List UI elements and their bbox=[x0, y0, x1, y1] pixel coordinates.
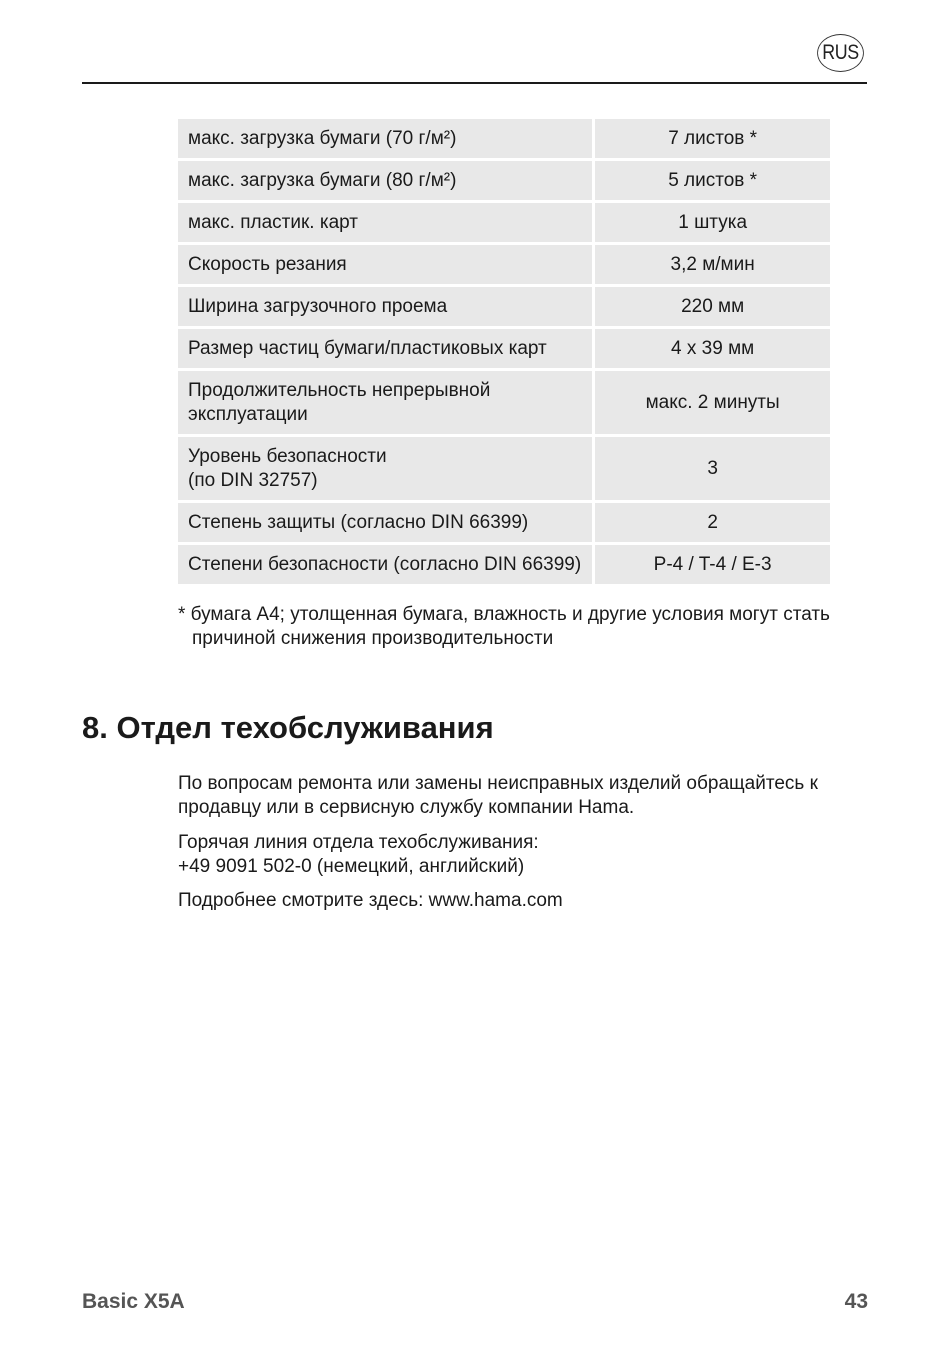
spec-value: 5 листов * bbox=[595, 161, 830, 200]
spec-label: Уровень безопасности (по DIN 32757) bbox=[178, 437, 592, 500]
footer-page-number: 43 bbox=[844, 1290, 868, 1313]
hotline-number: +49 9091 502-0 (немецкий, английский) bbox=[178, 856, 525, 877]
spec-label: Степени безопасности (согласно DIN 66399) bbox=[178, 545, 592, 584]
table-row bbox=[178, 119, 830, 158]
spec-value: 4 x 39 мм bbox=[595, 329, 830, 368]
spec-label: макс. загрузка бумаги (70 г/м²) bbox=[178, 119, 592, 158]
spec-label: Ширина загрузочного проема bbox=[178, 287, 592, 326]
spec-value: 3 bbox=[595, 437, 830, 500]
spec-label: макс. пластик. карт bbox=[178, 203, 592, 242]
table-row bbox=[178, 503, 830, 542]
table-row bbox=[178, 329, 830, 368]
spec-label: Скорость резания bbox=[178, 245, 592, 284]
spec-label: Степень защиты (согласно DIN 66399) bbox=[178, 503, 592, 542]
spec-table bbox=[175, 116, 833, 587]
spec-value: 3,2 м/мин bbox=[595, 245, 830, 284]
more-info-text: Подробнее смотрите здесь: www.hama.com bbox=[178, 890, 563, 911]
footnote: * бумага А4; утолщенная бумага, влажность и другие условия могут стать причиной снижения производительности bbox=[178, 604, 830, 649]
hotline-label: Горячая линия отдела техобслуживания: bbox=[178, 832, 539, 853]
table-row bbox=[178, 371, 830, 434]
spec-label: макс. загрузка бумаги (80 г/м²) bbox=[178, 161, 592, 200]
footer-product-name: Basic X5A bbox=[82, 1290, 185, 1313]
table-row bbox=[178, 437, 830, 500]
table-row bbox=[178, 287, 830, 326]
header-rule bbox=[82, 82, 867, 84]
table-row bbox=[178, 545, 830, 584]
spec-label: Продолжительность непрерывной эксплуатации bbox=[178, 371, 592, 434]
spec-value: 220 мм bbox=[595, 287, 830, 326]
spec-label: Размер частиц бумаги/пластиковых карт bbox=[178, 329, 592, 368]
spec-value: макс. 2 минуты bbox=[595, 371, 830, 434]
spec-value: 2 bbox=[595, 503, 830, 542]
table-row bbox=[178, 161, 830, 200]
table-row bbox=[178, 203, 830, 242]
spec-value: P-4 / T-4 / E-3 bbox=[595, 545, 830, 584]
table-row bbox=[178, 245, 830, 284]
spec-value: 7 листов * bbox=[595, 119, 830, 158]
spec-value: 1 штука bbox=[595, 203, 830, 242]
language-badge: RUS bbox=[817, 34, 864, 72]
service-paragraph: По вопросам ремонта или замены неисправных изделий обращайтесь к продавцу или в сервисную службу компании Hama. bbox=[178, 773, 818, 818]
section-heading: 8. Отдел техобслуживания bbox=[82, 710, 494, 745]
